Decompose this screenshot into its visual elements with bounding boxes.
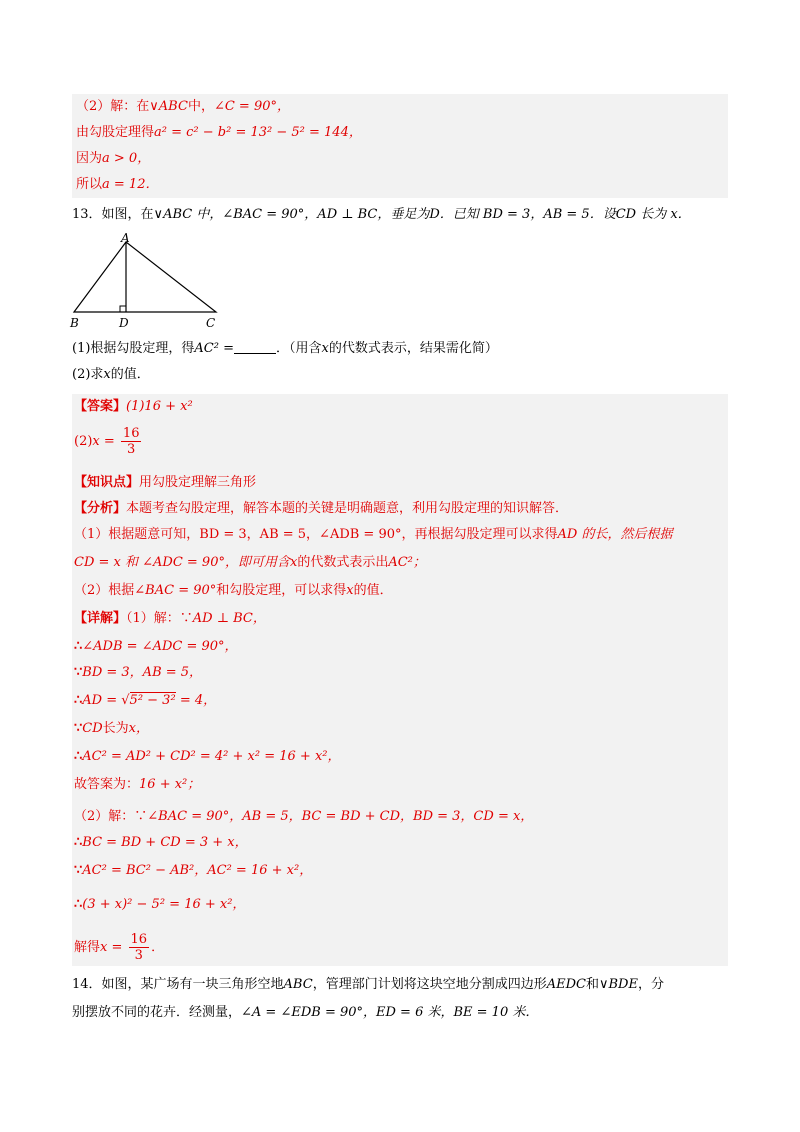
s3-a: AD = <box>82 693 118 708</box>
s1: ∠ADB = ∠ADC = 90°， <box>82 639 238 654</box>
s5: AC² = AD² + CD² = 4² + x² = 16 + x²， <box>82 749 341 764</box>
s4-c: x， <box>128 721 150 736</box>
q14-l1-d: AEDC <box>546 977 586 992</box>
prev-l3-text: 因为 <box>76 151 103 166</box>
detail-header <box>74 610 266 628</box>
q13-part1-d: x <box>321 341 329 356</box>
q13-part2-b: x <box>103 367 111 382</box>
answer-1: (1)16 + x² <box>126 399 193 414</box>
detail-t2 <box>74 862 312 880</box>
s1-sym: ∴ <box>74 639 83 654</box>
prev-l2-text: 由勾股定理得 <box>76 125 155 140</box>
detail-step-6 <box>74 776 200 794</box>
right-angle-mark <box>120 306 126 312</box>
detail-part-2 <box>74 808 533 826</box>
q14-line-1 <box>72 976 664 994</box>
q13-stem-b: ABC 中，∠BAC = 90°，AD ⊥ BC，垂足为 <box>163 207 430 222</box>
q13-part1-e: 的代数式表示，结果需化简） <box>328 341 498 356</box>
detail-step-4 <box>74 720 149 738</box>
p2-text: （2）解：∵ <box>74 809 148 824</box>
prev-l4-math: a = 12． <box>102 177 159 192</box>
q13-stem <box>72 206 691 224</box>
q13-stem-c: D．已知 BD = 3，AB = 5．设 <box>429 207 616 222</box>
detail-t4 <box>74 932 164 963</box>
analysis <box>74 500 568 518</box>
detail-t3 <box>74 896 245 914</box>
s3-root: 5² − 3² <box>129 693 176 708</box>
kp-tag: 【知识点】 <box>74 475 140 490</box>
analysis-1a <box>74 526 672 544</box>
prev-l1-abc: ABC <box>158 99 188 114</box>
an2-b: ∠BAC = 90° <box>134 583 217 598</box>
answer-2-den: 3 <box>127 442 136 457</box>
t4-x: x = <box>100 940 123 955</box>
s4-sym: ∵ <box>74 721 83 736</box>
an1-d: x <box>289 555 298 570</box>
t1: BC = BD + CD = 3 + x， <box>82 835 248 850</box>
q14-l1-c: ，管理部门计划将这块空地分割成四边形 <box>312 977 547 992</box>
an1-f: AC²； <box>388 555 426 570</box>
detail-t1 <box>74 834 248 852</box>
q14-l1-a: 14．如图，某广场有一块三角形空地 <box>72 977 284 992</box>
an2-c: 和勾股定理，可以求得 <box>216 583 347 598</box>
prev-l4-text: 所以 <box>76 177 103 192</box>
triangle-figure <box>64 230 224 330</box>
t3: (3 + x)² − 5² = 16 + x²， <box>82 897 246 912</box>
an1-e: 的代数式表示出 <box>297 555 389 570</box>
prev-l1-angle: ∠C = 90°， <box>213 99 290 114</box>
answer-line-1 <box>74 398 193 416</box>
s3-b: = 4， <box>179 693 217 708</box>
q14-l2-a: 别摆放不同的花卉．经测量， <box>72 1005 242 1020</box>
answer-tag: 【答案】 <box>74 399 127 414</box>
prev-l3-math: a > 0， <box>102 151 151 166</box>
q13-stem-a: 13．如图，在 <box>72 207 154 222</box>
q13-part-1 <box>72 340 498 358</box>
s2-sym: ∵ <box>74 665 83 680</box>
q14-l1-b: ABC <box>283 977 313 992</box>
t4-den: 3 <box>134 948 143 963</box>
s6-text: 故答案为： <box>74 777 140 792</box>
q13-part2-c: 的值． <box>110 367 150 382</box>
knowledge-point <box>74 474 256 492</box>
p2-math: ∠BAC = 90°，AB = 5，BC = BD + CD，BD = 3，CD = x， <box>147 809 534 824</box>
detail-step-1 <box>74 638 238 656</box>
an-tag: 【分析】 <box>74 501 127 516</box>
q13-stem-tri: ∨ <box>153 207 164 222</box>
answer-2-num: 16 <box>122 426 140 441</box>
q14-l1-e: 和 <box>585 977 599 992</box>
s5-sym: ∴ <box>74 749 83 764</box>
label-c: C <box>206 316 216 330</box>
q14-l2-b: ∠A = ∠EDB = 90°，ED = 6 米，BE = 10 米． <box>241 1005 539 1020</box>
q14-line-2 <box>72 1004 538 1022</box>
t3-sym: ∴ <box>74 897 83 912</box>
analysis-2 <box>74 582 393 600</box>
an1-b: AD 的长，然后根据 <box>557 527 673 542</box>
q13-part1-b: AC² = <box>194 341 234 356</box>
t4-text: 解得 <box>74 940 101 955</box>
t4-num: 16 <box>130 932 148 947</box>
q14-l1-f: ∨BDE <box>598 977 638 992</box>
prev-line-1 <box>76 98 290 116</box>
t2-sym: ∵ <box>74 863 83 878</box>
q13-stem-d: CD 长为 x． <box>615 207 691 222</box>
answer-blank[interactable] <box>234 341 276 354</box>
answer-2-fraction <box>121 426 142 457</box>
detail-step-5 <box>74 748 341 766</box>
an2-d: x <box>346 583 354 598</box>
q13-part1-c: ．（用含 <box>276 341 322 356</box>
s3-sym: ∴ <box>74 693 83 708</box>
an1-a: （1）根据题意可知，BD = 3，AB = 5，∠ADB = 90°，再根据勾股定理可以求得 <box>74 527 558 542</box>
prev-l1-label: （2）解：在 <box>76 99 150 114</box>
answer-2-pre: (2) <box>74 434 93 449</box>
prev-l2-math: a² = c² − b² = 13² − 5² = 144， <box>154 125 362 140</box>
label-b: B <box>70 316 79 330</box>
analysis-1b <box>74 554 426 572</box>
t2: AC² = BC² − AB²，AC² = 16 + x²， <box>82 863 313 878</box>
an-text: 本题考查勾股定理，解答本题的关键是明确题意，利用勾股定理的知识解答． <box>126 501 569 516</box>
s6-math: 16 + x²； <box>139 777 201 792</box>
label-a: A <box>121 231 130 245</box>
s2: BD = 3，AB = 5， <box>82 665 203 680</box>
dt-text: （1）解：∵ <box>126 611 193 626</box>
detail-step-2 <box>74 664 202 682</box>
answer-2-x: x = <box>92 434 115 449</box>
s4-b: 长为 <box>102 721 129 736</box>
dt-math: AD ⊥ BC， <box>192 611 266 626</box>
s4-a: CD <box>82 721 103 736</box>
q13-part1-a: (1)根据勾股定理，得 <box>72 341 195 356</box>
dt-tag: 【详解】 <box>74 611 127 626</box>
q13-part-2 <box>72 366 150 384</box>
kp-text: 用勾股定理解三角形 <box>139 475 257 490</box>
detail-step-3: ∴AD = √5² − 3² = 4， <box>74 693 217 708</box>
t4-end: ． <box>151 940 165 955</box>
triangle-abc <box>74 242 216 312</box>
prev-line-2 <box>76 124 362 142</box>
q13-part2-a: (2)求 <box>72 367 104 382</box>
prev-line-4 <box>76 176 158 194</box>
label-d: D <box>119 316 129 330</box>
prev-l1-tri: ∨ <box>149 99 159 114</box>
t1-sym: ∴ <box>74 835 83 850</box>
an1-c: CD = x 和 ∠ADC = 90°，即可用含 <box>74 555 290 570</box>
prev-line-3 <box>76 150 150 168</box>
an2-a: （2）根据 <box>74 583 135 598</box>
t4-fraction <box>129 932 150 963</box>
an2-e: 的值． <box>353 583 393 598</box>
prev-l1-zhong: 中， <box>187 99 214 114</box>
q14-l1-g: ，分 <box>637 977 664 992</box>
answer-line-2 <box>74 426 143 457</box>
